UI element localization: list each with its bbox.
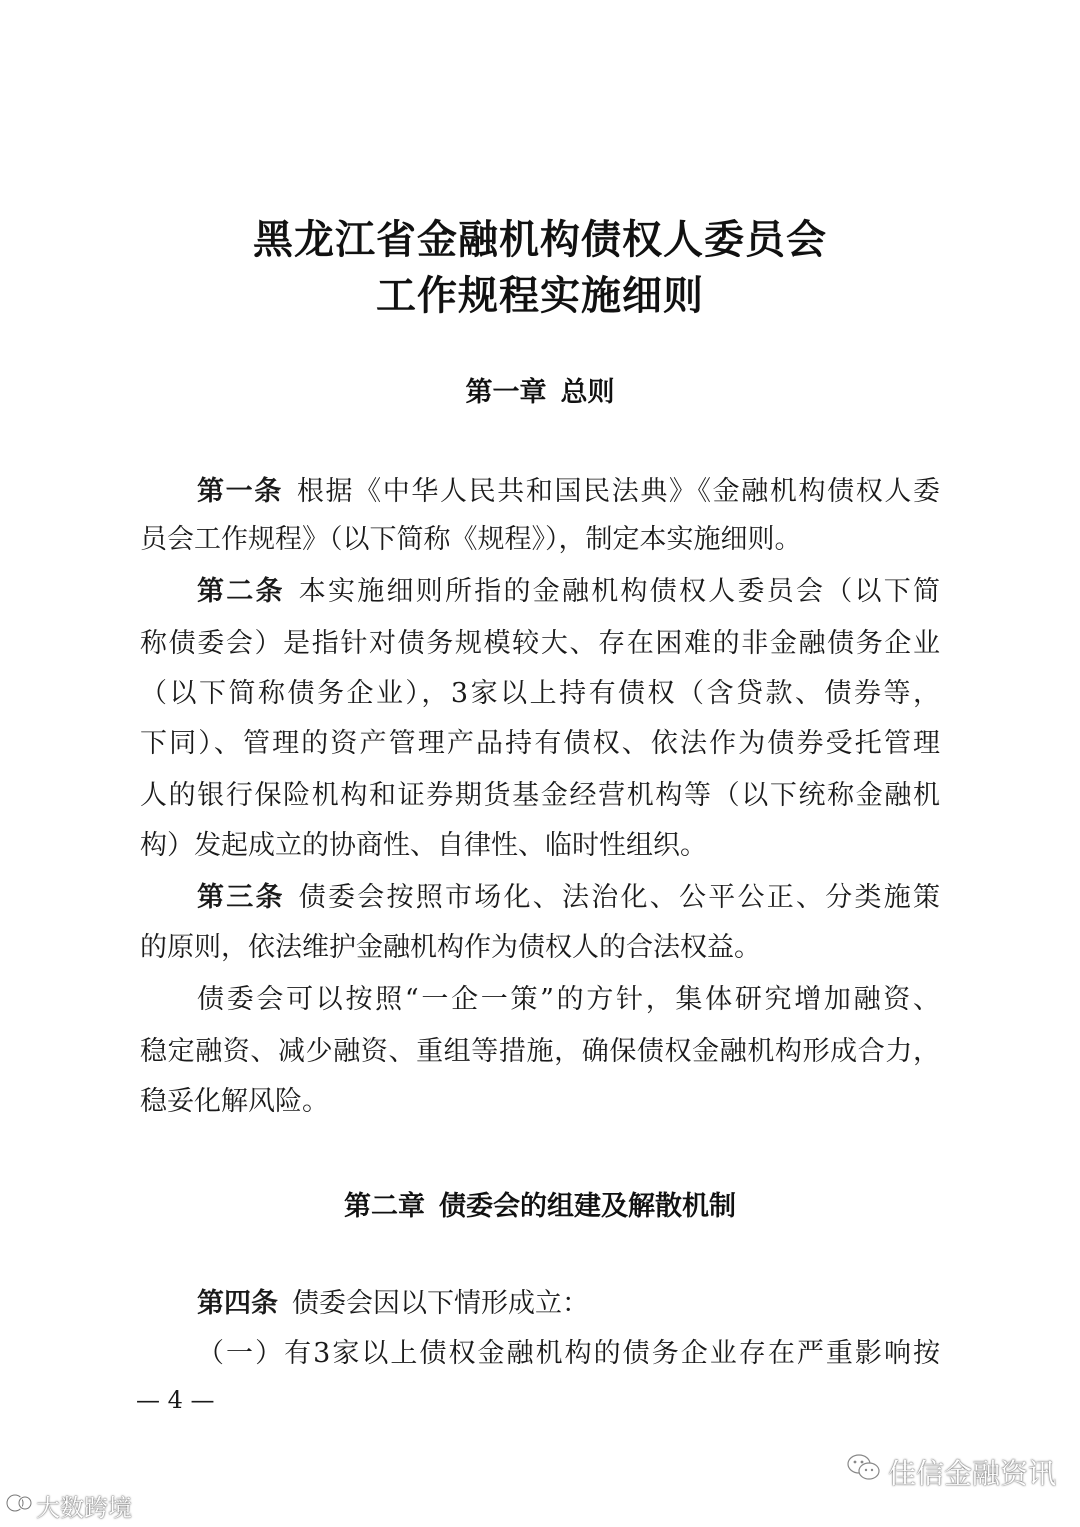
- article-2-line-4: 下同）、管理的资产管理产品持有债权、依法作为债券受托管理: [140, 728, 940, 759]
- article-3-label: 第三条: [197, 882, 285, 913]
- article-4-text-1: 债委会因以下情形成立：: [292, 1288, 589, 1319]
- document-title-line-1: 黑龙江省金融机构债权人委员会: [253, 217, 827, 263]
- paragraph-line-3: 稳妥化解风险。: [140, 1086, 329, 1117]
- article-4-label: 第四条: [197, 1288, 278, 1319]
- article-3-text-1: 债委会按照市场化、法治化、公平公正、分类施策: [298, 882, 940, 913]
- article-2-label: 第二条: [197, 576, 285, 607]
- article-4-line-1: [197, 1286, 940, 1322]
- wechat-icon: [846, 1452, 882, 1482]
- chapter-1-name: 总则: [560, 377, 615, 408]
- chapter-2-heading: [0, 1184, 1080, 1223]
- chapter-1-heading: [0, 370, 1080, 409]
- article-2-line-2: 称债委会）是指针对债务规模较大、存在困难的非金融债务企业: [140, 628, 940, 659]
- page-number: — 4 —: [136, 1386, 215, 1414]
- article-2-line-3: （以下简称债务企业），3家以上持有债权（含贷款、债券等，: [140, 678, 940, 709]
- chapter-2-name: 债委会的组建及解散机制: [439, 1191, 736, 1222]
- article-2-line-6: 构）发起成立的协商性、自律性、临时性组织。: [140, 830, 707, 861]
- paragraph-line-2: 稳定融资、减少融资、重组等措施，确保债权金融机构形成合力，: [140, 1036, 940, 1067]
- chapter-2-number: 第二章: [344, 1191, 425, 1222]
- watermark-logo-icon: [4, 1488, 34, 1518]
- item-1-line-1: （一）有3家以上债权金融机构的债务企业存在严重影响按: [197, 1338, 940, 1369]
- article-1-line-2: 员会工作规程》（以下简称《规程》），制定本实施细则。: [140, 524, 802, 555]
- watermark-left-text: 大数跨境: [36, 1494, 132, 1522]
- document-title-line-2: 工作规程实施细则: [376, 273, 704, 319]
- watermark-right-text: 佳信金融资讯: [888, 1457, 1057, 1490]
- article-1-text-1: 根据《中华人民共和国民法典》《金融机构债权人委: [296, 476, 941, 507]
- article-2-text-1: 本实施细则所指的金融机构债权人委员会（以下简: [298, 576, 940, 607]
- article-2-line-5: 人的银行保险机构和证券期货基金经营机构等（以下统称金融机: [140, 780, 940, 811]
- article-1-line-1: [197, 474, 940, 510]
- paragraph-line-1: 债委会可以按照“一企一策”的方针，集体研究增加融资、: [197, 984, 940, 1015]
- article-2-line-1: [197, 574, 940, 610]
- article-1-label: 第一条: [197, 476, 283, 507]
- article-3-line-1: [197, 880, 940, 916]
- article-3-line-2: 的原则，依法维护金融机构作为债权人的合法权益。: [140, 932, 761, 963]
- chapter-1-number: 第一章: [465, 377, 547, 408]
